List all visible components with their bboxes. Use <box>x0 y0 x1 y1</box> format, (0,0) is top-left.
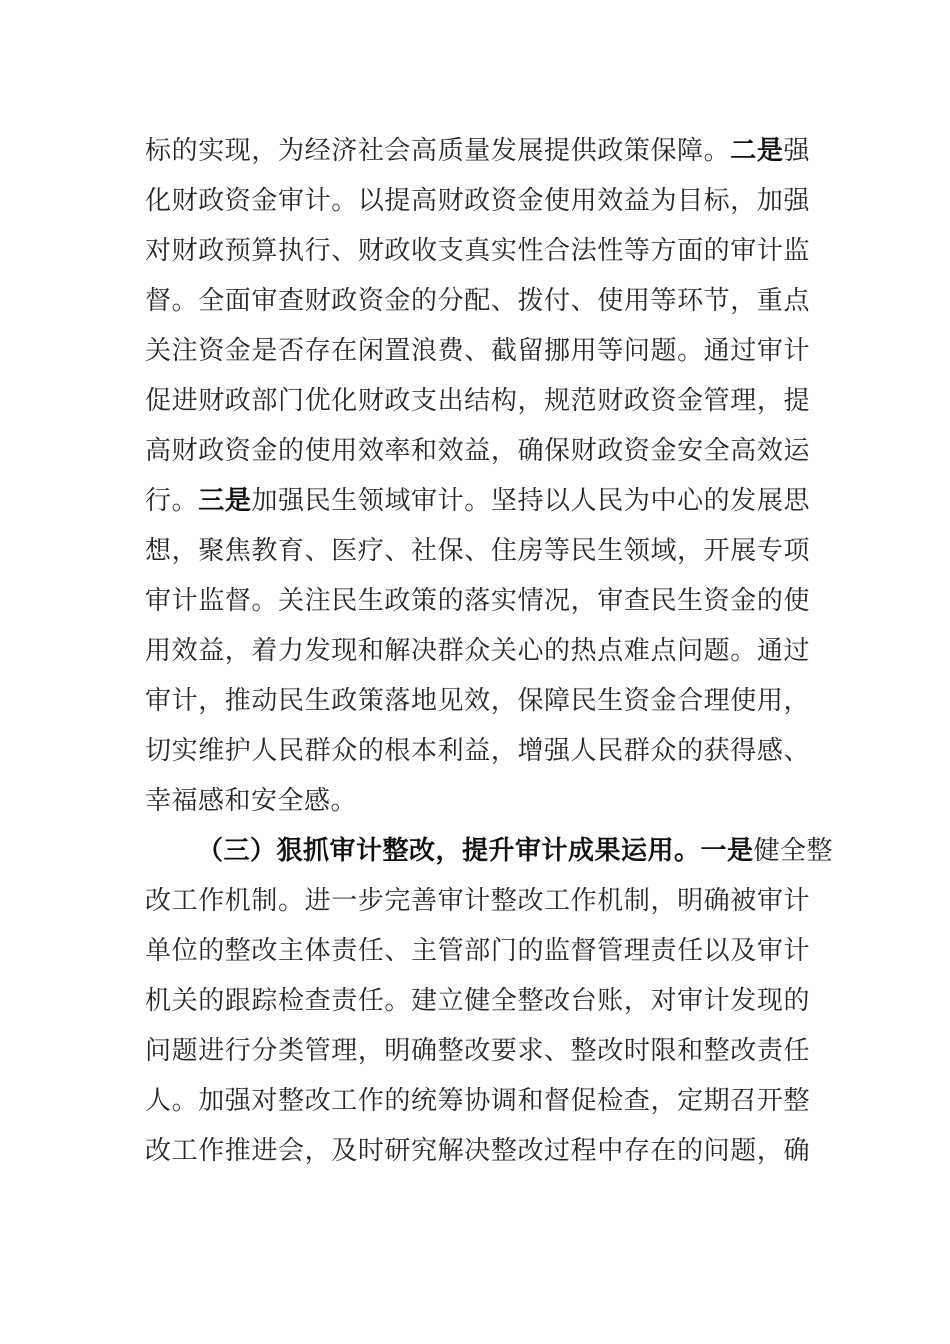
text-line: 审计监督。关注民生政策的落实情况，审查民生资金的使 <box>145 586 810 616</box>
text-line: 行。三是加强民生领域审计。坚持以人民为中心的发展思 <box>145 486 810 516</box>
document-body <box>145 126 834 1176</box>
text-line: 改工作推进会，及时研究解决整改过程中存在的问题，确 <box>145 1136 810 1166</box>
text-line: 机关的跟踪检查责任。建立健全整改台账，对审计发现的 <box>145 986 810 1016</box>
text-line: 人。加强对整改工作的统筹协调和督促检查，定期召开整 <box>145 1086 810 1116</box>
text-line: 标的实现，为经济社会高质量发展提供政策保障。二是强 <box>145 136 810 166</box>
section-heading: （三）狠抓审计整改，提升审计成果运用。一是 <box>197 836 754 866</box>
text-line: 问题进行分类管理，明确整改要求、整改时限和整改责任 <box>145 1036 810 1066</box>
text-line: 高财政资金的使用效率和效益，确保财政资金安全高效运 <box>145 436 810 466</box>
text-line: 关注资金是否存在闲置浪费、截留挪用等问题。通过审计 <box>145 336 810 366</box>
text-line: 用效益，着力发现和解决群众关心的热点难点问题。通过 <box>145 636 810 666</box>
text-line: 改工作机制。进一步完善审计整改工作机制，明确被审计 <box>145 886 810 916</box>
text-line: 对财政预算执行、财政收支真实性合法性等方面的审计监 <box>145 236 810 266</box>
text-line: 化财政资金审计。以提高财政资金使用效益为目标，加强 <box>145 186 810 216</box>
text-line: 想，聚焦教育、医疗、社保、住房等民生领域，开展专项 <box>145 536 810 566</box>
text-line: 切实维护人民群众的根本利益，增强人民群众的获得感、 <box>145 736 810 766</box>
text-line: 促进财政部门优化财政支出结构，规范财政资金管理，提 <box>145 386 810 416</box>
bold-label: 三是 <box>198 486 252 516</box>
text-line: 单位的整改主体责任、主管部门的监督管理责任以及审计 <box>145 936 810 966</box>
text-line: 审计，推动民生政策落地见效，保障民生资金合理使用， <box>145 686 810 716</box>
text-line: 幸福感和安全感。 <box>145 786 358 816</box>
text-line: （三）狠抓审计整改，提升审计成果运用。一是健全整 <box>197 836 834 866</box>
bold-label: 二是 <box>730 136 784 166</box>
text-line: 督。全面审查财政资金的分配、拨付、使用等环节，重点 <box>145 286 810 316</box>
